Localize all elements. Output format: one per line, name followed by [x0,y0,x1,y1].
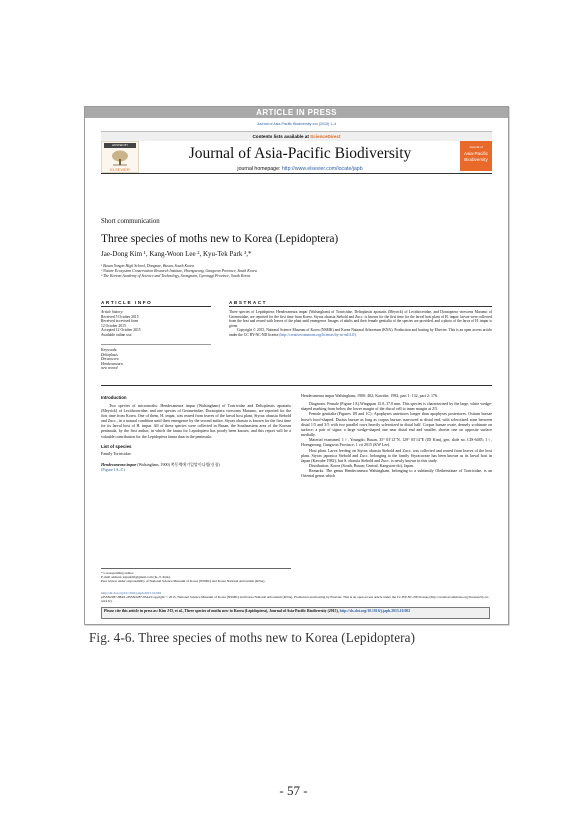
remarks-paragraph: Remarks. The genus Hendecaneura Walsingham, belonging to a subfamily Olethreutinae of Tortricidae, is an Oriental genus which [301,468,492,479]
introduction-paragraph: Two species of micromoths: Hendecaneura impar (Walsingham) of Tortricidae and Deltoplastis apostatis (Meyrick) of Lecithoceridae, and one species of Geometridae, Doratoptera virescens Marumo, are reported for the first time from Korea. One of them, H. impar, was reared from leaves of the larval host plant, Styrax obassia Siebold and Zucc., in a natural condition until their emergence by the second author. Styrax obassia is known for the first time for its larval host of H. impar. All of these species were collected in Busan, the Southeastern area of the Korean peninsula, by the first author, in which the fauna for Lepidoptera has poorly been known, and this report will be a valuable contribution for the Lepidoptera fauna data in the peninsula. [101,402,291,439]
affiliation-2: ² Nature Ecosystem Conservation Research Institute, Hoengseong, Gangwon Province, South Korea [101,269,257,273]
keywords-rule [101,344,211,345]
citation-doi-link[interactable]: http://dx.doi.org/10.1016/j.japb.2015.10.002 [339,609,411,613]
article-title: Three species of moths new to Korea (Lepidoptera) [101,233,339,245]
keyword-item: Deraeocera [101,357,119,362]
article-history [101,310,211,338]
species-synonymy: Hendecaneura impar Walsingham, 1900: 402; Kawabe, 1982, part 1: 132, part 2: 176. [301,393,439,398]
footnotes [101,568,291,584]
info-rule [101,306,211,307]
copyright-text: Copyright © 2015, National Science Museum of Korea (NSMK) and Korea National Arboretum (KNA). Production and hosting by Elsevier. This is an open access article under the CC BY-NC-ND license [229,328,492,337]
elsevier-tree-icon [110,150,130,166]
right-column [301,393,492,479]
affiliation-1: ¹ Busan Yongin High School, Dongnae, Busan, South Korea [101,264,195,268]
history-item: 12 October 2015 [101,323,126,328]
journal-homepage [141,166,459,172]
sciencedirect-link[interactable]: ScienceDirect [310,134,341,139]
elsevier-logo [101,141,139,173]
citation-box [101,607,490,619]
article-info-heading: ARTICLE INFO [101,300,153,305]
article-in-press-banner: ARTICLE IN PRESS [85,107,508,118]
footnote-peer-review: Peer review under responsibility of National Science Museum of Korea (NSMK) and Korea National Arboretum (KNA). [101,579,266,584]
footnote-email: E-mail address: ktpark02@gmail.com (K.-T. Park). [101,575,171,580]
family-name: Family Tortricidae [101,451,131,457]
abstract-body [229,310,492,338]
history-item: Received 5 October 2015 [101,314,139,319]
contents-prefix: Contents lists available at [252,134,311,139]
figure-caption: Fig. 4-6. Three species of moths new to Korea (Lepidoptera) [89,630,416,645]
doi-link[interactable]: http://dx.doi.org/10.1016/j.japb.2015.10.002 [101,591,162,595]
issn-line: pISSN2287-884X eISSN2287-9544/Copyright © 2015, National Science Museum of Korea (NSMK) and Korea National Arboretum (KNA). Production and hosting by Elsevier. This is an open access article under the CC BY-NC-ND license (http://creativecommons.org/licenses/by-nc-nd/4.0/). [101,595,490,604]
journal-citation-line[interactable]: Journal of Asia-Pacific Biodiversity xxx (2015) 1–4 [256,122,337,126]
history-item: Received in revised form [101,319,139,324]
figure-reference[interactable]: (Figure 1A–C) [101,466,125,472]
license-link[interactable]: (http://creativecommons.org/licenses/by-nc-nd/4.0/). [279,332,357,337]
keyword-item: new record [101,366,118,371]
footnote-corresponding: * Corresponding author. [101,571,134,575]
hosted-by-label: HOSTED BY [104,143,136,148]
homepage-link[interactable]: http://www.elsevier.com/locate/japb [281,166,363,172]
history-item: Available online xxx [101,332,132,337]
species-authority: (Walsingham, 1900) 쪽동백애기잎말이나방(신칭) [136,461,220,467]
history-label: Article history: [101,310,124,314]
left-column [101,395,291,472]
genitalia-paragraph: Female genitalia (Figures 1B and 1C): Apophyses anteriores longer than apophyses posteriores. Ostium bursae horse's hoof-shaped. Ductus bursae as long as corpus bursae, narrowed at distal end, with sclerotized zone between distal 1/5 and 3/5 with two parallel rows heavily sclerotized in distal half. Corpus bursae ovate, densely scobinate on surface; a pair of signa: a large wedge-shaped one near distal end and smaller, shorter one on opposite surface medially. [301,411,492,438]
header-rule [101,173,492,174]
diagnosis-paragraph: Diagnosis. Female (Figure 1A).Wingspan 15.0–17.0 mm. This species is characterized by the large, white wedge-shaped marking from below the lower margin of the discal cell to inner margin at 2/5. [301,401,492,412]
page-number: - 57 - [279,783,308,798]
introduction-heading: Introduction [101,395,127,400]
history-item: Accepted 12 October 2015 [101,328,141,333]
abstract-text: Three species of Lepidoptera: Hendecaneura impar (Walsingham) of Tortricidae, Deltoplastis apostatis (Meyrick) of Lecithoceridae, and Doratoptera virescens Marumo of Geometridae, are reported for the first time from Korea. Styrax obassia Siebold and Zucc. is known for the first time for the larval host plant of H. impar: larvae were collected from the host and reared with leaves of the plant until emergence. Images of adults and their female genitalia of the species are provided, and a photo of the larva of H. impar is given. [229,310,492,328]
distribution-paragraph: Distribution. Korea (South, Busan; Central, Kangwon-do), Japan. [309,463,414,469]
doi-block [101,591,492,604]
keywords [101,348,211,371]
abstract-heading: ABSTRACT [229,300,268,305]
affiliation-3: ³ The Korean Academy of Science and Technology, Seongnam, Gyeonggi Province, South Korea [101,274,251,278]
keyword-item: Hendecaneura [101,361,123,366]
keywords-label: Keywords: [101,348,118,352]
material-paragraph: Material examined. 1♀, Youngdo, Busan, 35° 03′12″N, 129° 05′14″E (JD Kim), gen. slide no. CIS-6485; 1♀, Hoengseong, Gangwon Province, 1 vii 2015 (KW Lee). [301,437,492,448]
author-list: Jae-Dong Kim ¹, Kang-Woon Lee ², Kyu-Tek Park ³,* [101,250,252,258]
keyword-item: Deltoplasis [101,352,118,357]
copyright-notice [229,328,492,337]
abstract-rule [229,306,492,307]
journal-title: Journal of Asia-Pacific Biodiversity [188,145,412,162]
abstract-bottom-rule [101,385,492,386]
cover-line-2: Asia-Pacific [464,150,488,156]
contents-bar [101,131,492,141]
cover-line-3: Biodiversity [464,156,488,162]
host-plant-paragraph: Host plant. Larva feeding on Styrax obassia Siebold and Zucc. was collected and reared from leaves of the host plant. Styrax japonica Siebold and Zucc. belonging to the family Styracaceae has been known as its larval host in Japan (Kawabe 1982), but S. obassia Siebold and Zucc. is newly known in this study. [301,447,492,463]
journal-cover-thumbnail [460,141,492,171]
elsevier-wordmark: ELSEVIER [110,167,130,172]
citation-text: Please cite this article in press as: Kim J-D, et al., Three species of moths new to Korea (Lepidoptera), Journal of Asia-Pacific Biodiversity (2015), [104,609,340,613]
cover-line-1: Journal of [469,145,483,149]
list-of-species-heading: List of species [101,443,132,449]
section-type: Short communication [101,218,160,225]
homepage-prefix: journal homepage: [237,166,282,172]
article-page-image [84,106,509,625]
species-name: Hendecaneura impar [101,461,137,467]
